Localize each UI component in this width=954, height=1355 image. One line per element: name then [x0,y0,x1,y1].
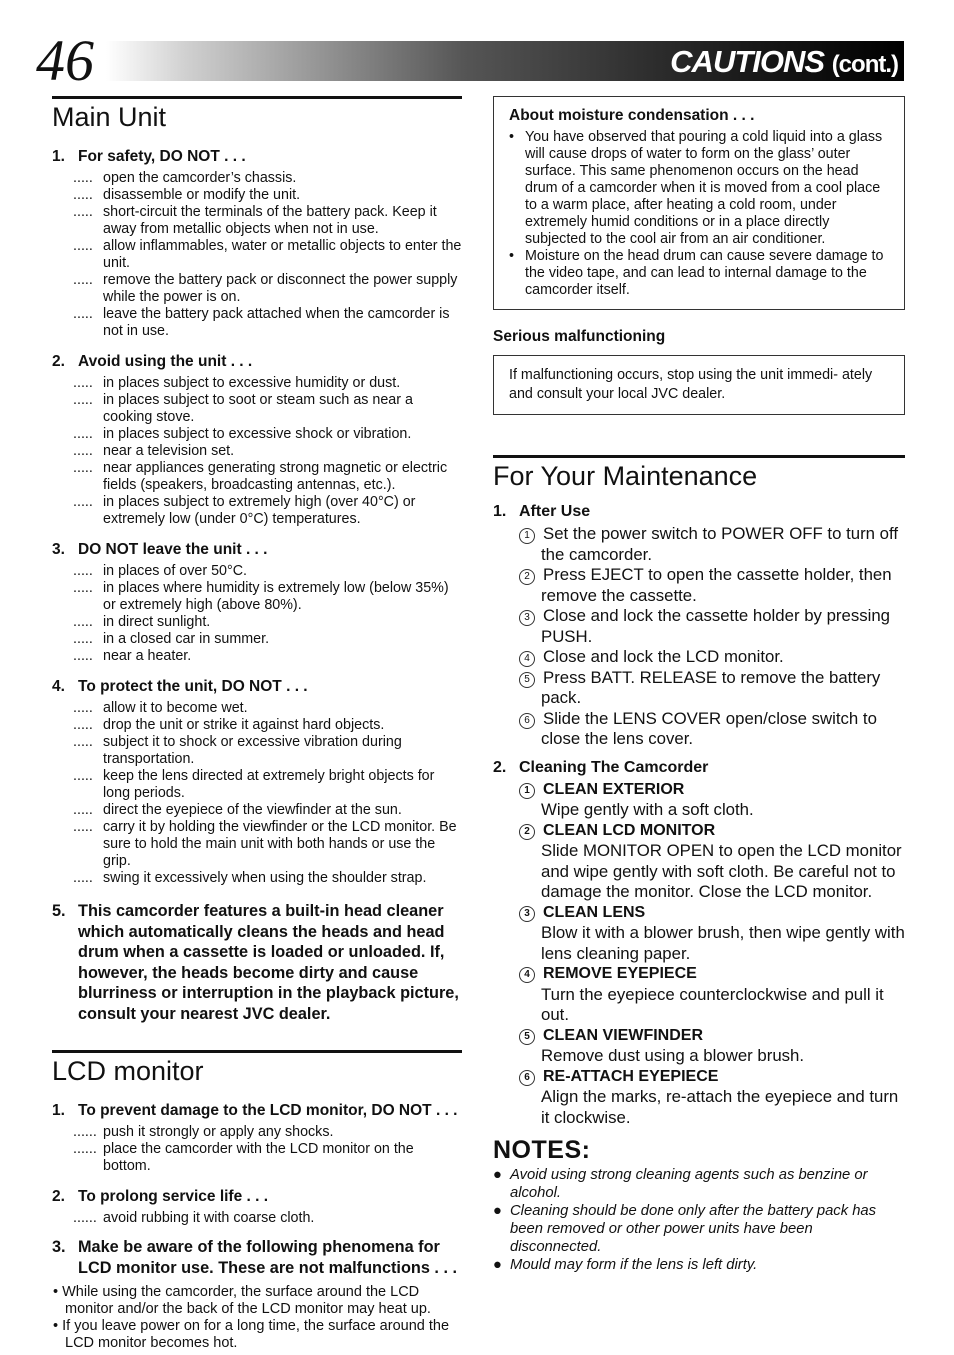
sub-item-text: in places subject to extremely high (over 40°C) or extremely low (under 0°C) temperatures. [103,494,416,527]
sub-item-text: open the camcorder’s chassis. [103,170,297,186]
note-item [493,1256,905,1274]
lcd-bullets [52,1284,462,1352]
circled-number-icon: 5 [519,672,535,688]
item-head-text: To prolong service life . . . [78,1188,269,1205]
sub-item-text: in a closed car in summer. [103,631,270,647]
item-head: Cleaning The Camcorder [519,758,709,776]
sub-item-text: disassemble or modify the unit. [103,187,301,203]
lcd-bullet [52,1318,462,1352]
circled-number-icon: 3 [519,906,535,922]
item-number: 2. [52,1188,65,1205]
item-head-text: To protect the unit, DO NOT . . . [78,678,308,695]
sub-item-text: drop the unit or strike it against hard objects. [103,717,385,733]
cleaning-step-body: Align the marks, re-attach the eyepiece and turn it clockwise. [541,1087,899,1127]
dots-prefix: ..... [73,648,93,664]
sub-item-text: short-circuit the terminals of the battery pack. Keep it away from metallic objects when not in use. [103,204,437,237]
dots-prefix: ..... [73,563,93,579]
sub-item [52,819,462,870]
dots-prefix: ..... [73,426,93,442]
item-number: 1. [52,1102,65,1119]
bullet-text: Moisture on the head drum can cause severe damage to the video tape, and can lead to internal damage to the camcorder itself. [525,248,884,298]
sub-item-text: allow inflammables, water or metallic objects to enter the unit. [103,238,462,271]
note-text: Avoid using strong cleaning agents such as benzine or alcohol. [510,1167,868,1201]
sub-item-text: in places subject to excessive shock or vibration. [103,426,412,442]
sub-item-text: allow it to become wet. [103,700,248,716]
item-number: 1. [493,503,507,520]
dots-prefix: ..... [73,238,93,254]
lcd-monitor-section [52,1050,462,1352]
item-number: 1. [52,148,65,165]
sub-item-text: keep the lens directed at extremely bright objects for long periods. [103,768,435,801]
dots-prefix: ..... [73,494,93,510]
dots-prefix: ...... [73,1124,97,1140]
cleaning-steps [493,780,905,1129]
sub-item-text: swing it excessively when using the shoulder strap. [103,870,427,886]
sub-item-text: avoid rubbing it with coarse cloth. [103,1210,315,1226]
cleaning-step-body: Turn the eyepiece counterclockwise and pull it out. [541,984,884,1024]
sub-item-text: carry it by holding the viewfinder or the LCD monitor. Be sure to hold the main unit with both hands or use the grip. [103,819,457,869]
note-item [493,1166,905,1202]
main-unit-items [52,147,462,887]
note-text: Mould may form if the lens is left dirty. [510,1257,758,1273]
sub-item [52,375,462,392]
notes-heading: NOTES: [493,1136,591,1164]
dots-prefix: ..... [73,802,93,818]
item-head-text: For safety, DO NOT . . . [78,148,246,165]
item-heading [52,540,462,560]
dots-prefix: ..... [73,631,93,647]
sub-item [52,443,462,460]
after-use-heading [493,502,905,522]
step-text: Set the power switch to POWER OFF to turn off the camcorder. [541,524,899,564]
sub-item [52,170,462,187]
step-title-text: CLEAN EXTERIOR [543,780,685,798]
sub-item-text: direct the eyepiece of the viewfinder at the sun. [103,802,402,818]
main-unit-section [52,96,462,1024]
moisture-bullets [509,129,889,299]
step-title-text: CLEAN LENS [543,903,646,921]
after-use-step [493,606,905,647]
maintenance-heading: For Your Maintenance [493,455,905,494]
moisture-box [493,96,905,310]
bullet-dot: • [53,1284,59,1300]
malfunction-box: If malfunctioning occurs, stop using the unit immedi- ately and consult your local JVC dealer. [493,355,905,415]
after-use-step [493,668,905,709]
item-number: 3. [52,1238,66,1256]
bullet-dot: • [509,129,515,145]
item-text: This camcorder features a built-in head cleaner which automatically cleans the heads and head drum when a cassette is loaded or unloaded. If, however, the heads become dirty and cause blurriness or interruption in the playback picture, consult your nearest JVC dealer. [78,902,459,1023]
dots-prefix: ...... [73,1141,97,1157]
lcd-monitor-heading: LCD monitor [52,1050,462,1089]
title-cont: (cont.) [831,51,898,78]
item-heading [52,1187,462,1207]
sub-item [52,1124,462,1141]
sub-item [52,272,462,306]
page-title [670,42,898,85]
bullet-text: You have observed that pouring a cold liquid into a glass will cause drops of water to form on the glass’ outer surface. This same phenomenon occurs on the head drum of a camcorder when it is moved from a cool place to a warm place, after heating a cold room, under extremely humid conditions or in a place directly subjected to the cool air from an air conditioner. [525,129,883,247]
circled-number-icon: 3 [519,610,535,626]
dots-prefix: ..... [73,204,93,220]
sub-item-text: near appliances generating strong magnetic or electric fields (speakers, broadcasting antennas, etc.). [103,460,448,493]
sub-item [52,802,462,819]
sub-item [52,306,462,340]
page-number: 46 [36,28,94,93]
sub-item [52,426,462,443]
item-number: 2. [493,758,507,776]
sub-item-text: remove the battery pack or disconnect the power supply while the power is on. [103,272,458,305]
cleaning-step-body: Remove dust using a blower brush. [541,1046,805,1065]
step-text: Press EJECT to open the cassette holder, then remove the cassette. [541,565,892,605]
circled-number-icon: 4 [519,651,535,667]
circled-number-icon: 4 [519,967,535,983]
sub-item-text: near a heater. [103,648,192,664]
maintenance-section [493,455,905,1128]
sub-item-text: in places subject to soot or steam such as near a cooking stove. [103,392,413,425]
sub-item [52,768,462,802]
notes-list [493,1166,905,1274]
notes-section [493,1136,905,1274]
note-item [493,1202,905,1256]
note-text: Cleaning should be done only after the battery pack has been removed or other power units have been disconnected. [510,1203,877,1255]
sub-item-text: leave the battery pack attached when the camcorder is not in use. [103,306,450,339]
cleaning-step-title [493,903,905,924]
sub-item [52,1210,462,1227]
sub-item [52,1141,462,1175]
bullet-text: If you leave power on for a long time, the surface around the LCD monitor becomes hot. [62,1318,450,1351]
sub-item [52,187,462,204]
sub-item [52,700,462,717]
right-column [493,96,905,1274]
sub-item-text: near a television set. [103,443,235,459]
item-head-text: To prevent damage to the LCD monitor, DO NOT . . . [78,1102,458,1119]
main-unit-item-5 [52,901,462,1024]
cleaning-step-title [493,821,905,842]
step-title-text: CLEAN LCD MONITOR [543,821,716,839]
malfunction-title: Serious malfunctioning [493,328,666,345]
sub-item [52,648,462,665]
dots-prefix: ..... [73,734,93,750]
sub-item [52,392,462,426]
sub-item [52,204,462,238]
sub-item [52,238,462,272]
sub-item [52,734,462,768]
item-number: 5. [52,902,66,920]
dots-prefix: ..... [73,443,93,459]
item-heading [52,677,462,697]
note-bullet-icon: ● [493,1203,502,1219]
step-text: Close and lock the LCD monitor. [543,647,784,666]
cleaning-step-body: Slide MONITOR OPEN to open the LCD monitor and wipe gently with soft cloth. Be careful not to damage the monitor. Close the LCD monitor. [541,841,902,901]
dots-prefix: ..... [73,272,93,288]
dots-prefix: ..... [73,306,93,322]
sub-item-text: in places subject to excessive humidity or dust. [103,375,401,391]
circled-number-icon: 6 [519,713,535,729]
cleaning-step-title [493,1026,905,1047]
circled-number-icon: 1 [519,783,535,799]
sub-item [52,870,462,887]
left-column [52,96,462,1352]
step-text: Slide the LENS COVER open/close switch to close the lens cover. [541,708,877,748]
dots-prefix: ..... [73,768,93,784]
dots-prefix: ..... [73,392,93,408]
item-head-text: Avoid using the unit . . . [78,353,253,370]
dots-prefix: ..... [73,614,93,630]
bullet-dot: • [53,1318,59,1334]
moisture-bullet [509,129,889,248]
dots-prefix: ..... [73,700,93,716]
sub-item-text: in direct sunlight. [103,614,211,630]
sub-item-text: in places of over 50°C. [103,563,247,579]
cleaning-step-body: Wipe gently with a soft cloth. [541,800,754,819]
item-heading [52,1101,462,1121]
sub-item-text: subject it to shock or excessive vibration during transportation. [103,734,402,767]
lcd-bullet [52,1284,462,1318]
sub-item [52,631,462,648]
step-title-text: RE-ATTACH EYEPIECE [543,1067,719,1085]
sub-item [52,717,462,734]
item-heading [52,352,462,372]
dots-prefix: ..... [73,717,93,733]
circled-number-icon: 1 [519,528,535,544]
after-use-step [493,709,905,750]
step-text: Press BATT. RELEASE to remove the battery pack. [541,667,881,707]
bullet-text: While using the camcorder, the surface around the LCD monitor and/or the back of the LCD monitor may heat up. [62,1284,431,1317]
cleaning-heading [493,758,905,778]
dots-prefix: ...... [73,1210,97,1226]
step-title-text: REMOVE EYEPIECE [543,965,697,982]
moisture-title: About moisture condensation . . . [509,107,755,124]
lcd-item-3 [52,1237,462,1278]
sub-item [52,460,462,494]
item-head: After Use [519,503,591,520]
note-bullet-icon: ● [493,1167,502,1183]
dots-prefix: ..... [73,460,93,476]
cleaning-step-title [493,1067,905,1088]
after-use-step [493,524,905,565]
cleaning-step-title [493,964,905,985]
dots-prefix: ..... [73,187,93,203]
dots-prefix: ..... [73,870,93,886]
title-main: CAUTIONS [670,44,825,79]
after-use-steps [493,524,905,750]
dots-prefix: ..... [73,580,93,596]
circled-number-icon: 5 [519,1029,535,1045]
dots-prefix: ..... [73,170,93,186]
lcd-items [52,1101,462,1227]
circled-number-icon: 2 [519,569,535,585]
sub-item [52,580,462,614]
after-use-step [493,565,905,606]
after-use-step [493,647,905,668]
sub-item [52,614,462,631]
sub-item-text: in places where humidity is extremely low (below 35%) or extremely high (above 80%). [103,580,449,613]
dots-prefix: ..... [73,819,93,835]
item-head-text: DO NOT leave the unit . . . [78,541,268,558]
item-number: 2. [52,353,65,370]
circled-number-icon: 6 [519,1070,535,1086]
sub-item [52,563,462,580]
page-header [36,28,906,93]
item-number: 3. [52,541,65,558]
step-text: Close and lock the cassette holder by pressing PUSH. [541,606,891,646]
sub-item-text: place the camcorder with the LCD monitor on the bottom. [103,1141,414,1174]
item-number: 4. [52,678,65,695]
dots-prefix: ..... [73,375,93,391]
item-heading [52,147,462,167]
sub-item-text: push it strongly or apply any shocks. [103,1124,334,1140]
item-text: Make be aware of the following phenomena for LCD monitor use. These are not malfunctions . . . [78,1238,458,1277]
step-title-text: CLEAN VIEWFINDER [543,1026,703,1044]
sub-item [52,494,462,528]
moisture-bullet [509,248,889,299]
cleaning-step-title [493,780,905,801]
cleaning-step-body: Blow it with a blower brush, then wipe gently with lens cleaning paper. [541,923,905,963]
circled-number-icon: 2 [519,824,535,840]
note-bullet-icon: ● [493,1257,502,1273]
bullet-dot: • [509,248,515,264]
main-unit-heading: Main Unit [52,96,462,135]
